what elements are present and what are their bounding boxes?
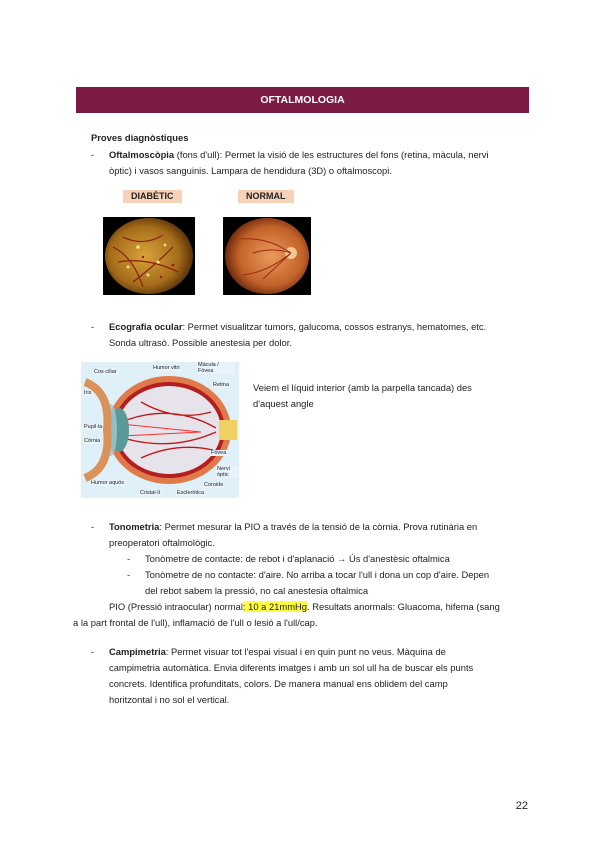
bullet-dash: -: [91, 321, 95, 332]
pio-line2: a la part frontal de l'ull), inflamació de l'ull o lesió a l'ull/cap.: [73, 617, 318, 628]
tonometria-term: Tonometria: [109, 521, 160, 532]
eye-label-macula: Mácula / Fòvea: [197, 362, 235, 374]
oftalmoscopia-line2: òptic) i vasos sanguinis. Lampara de hendidura (3D) o oftalmoscopi.: [109, 165, 392, 176]
page-number: 22: [515, 800, 528, 812]
pio-text: PIO (Pressió intraocular) normal: [109, 601, 243, 612]
eye-label-optic-nerve: Nervi òptic: [216, 466, 238, 478]
oftalmoscopia-text: (fons d'ull): Permet la visió de les estructures del fons (retina, màcula, nervi: [174, 149, 489, 160]
tonometria-line2: preoperatori oftalmològic.: [109, 537, 215, 548]
page-title: OFTALMOLOGIA: [76, 87, 529, 113]
ecografia-term: Ecografia ocular: [109, 321, 183, 332]
tonometria-sub2a: Tonòmetre de no contacte: d'aire. No arriba a tocar l'ull i dona un cop d'aire. Depen: [145, 569, 490, 580]
campimetria-line4: horitzontal i no sol el vertical.: [109, 694, 230, 705]
ecografia-side-text-2: d'aquest angle: [253, 398, 314, 409]
tonometria-sub1: Tonòmetre de contacte: de rebot i d'aplanació → Ús d'anestèsic oftalmica: [145, 553, 450, 564]
campimetria-line3: concrets. Identifica profunditats, colors. De manera manual ens oblidem del camp: [109, 678, 448, 689]
eye-label-aqueous: Humor aquós: [91, 480, 125, 486]
eye-label-cornea: Còrnia: [84, 438, 101, 444]
campimetria-line2: campimetria automàtica. Envia diferents imatges i amb un sol ull ha de buscar els punts: [109, 662, 474, 673]
campimetria-term: Campimetria: [109, 646, 166, 657]
oftalmoscopia-term: Oftalmoscòpia: [109, 149, 175, 160]
normal-label: NORMAL: [238, 190, 294, 203]
eye-label-vitreous: Humor vitri: [153, 365, 180, 371]
oftalmoscopia-line1: [109, 146, 529, 163]
tonometria-text: : Permet mesurar la PIO a través de la tensió de la còrnia. Prova rutinària en: [159, 521, 478, 532]
eye-label-lens: Cristal·lí: [140, 490, 161, 496]
eye-label-retina: Retina: [213, 382, 229, 388]
ecografia-line1: [109, 318, 486, 335]
ecografia-line2: Sonda ultrasò. Possible anestesia per dolor.: [109, 337, 292, 348]
sub-bullet-dash: -: [127, 569, 131, 580]
normal-fundus-image: [223, 217, 311, 295]
section-title: Proves diagnòstiques: [91, 132, 189, 143]
bullet-dash: -: [91, 149, 95, 160]
ecografia-side-text-1: Veiem el líquid interior (amb la parpella tancada) des: [253, 382, 472, 393]
sub-bullet-dash: -: [127, 553, 131, 564]
bullet-dash: -: [91, 646, 95, 657]
diabetic-label: DIABÈTIC: [123, 190, 182, 203]
eye-label-sclera: Escleròtica: [177, 490, 204, 496]
ecografia-text: : Permet visualitzar tumors, galucoma, cossos estranys, hematomes, etc.: [182, 321, 487, 332]
diabetic-fundus-image: [103, 217, 195, 295]
eye-label-ciliary: Cos ciliar: [94, 369, 117, 375]
pio-abnormal: . Resultats anormals: Gluacoma, hifema (sang: [307, 601, 500, 612]
campimetria-text: : Permet visuar tot l'espai visual i en quin punt no veus. Màquina de: [165, 646, 446, 657]
eye-label-iris: Iris: [84, 390, 92, 396]
eye-label-choroid: Coroide: [204, 482, 224, 488]
eye-label-pupil: Pupil·la: [84, 424, 103, 430]
campimetria-line1: [109, 643, 446, 660]
pio-line: [109, 598, 500, 615]
eye-label-fovea: Fòvea: [211, 450, 227, 456]
tonometria-line1: [109, 518, 477, 535]
pio-highlight: : 10 a 21mmHg: [242, 601, 307, 612]
bullet-dash: -: [91, 521, 95, 532]
tonometria-sub2b: del rebot sabem la pressió, no cal anestesia oftalmica: [145, 585, 369, 596]
